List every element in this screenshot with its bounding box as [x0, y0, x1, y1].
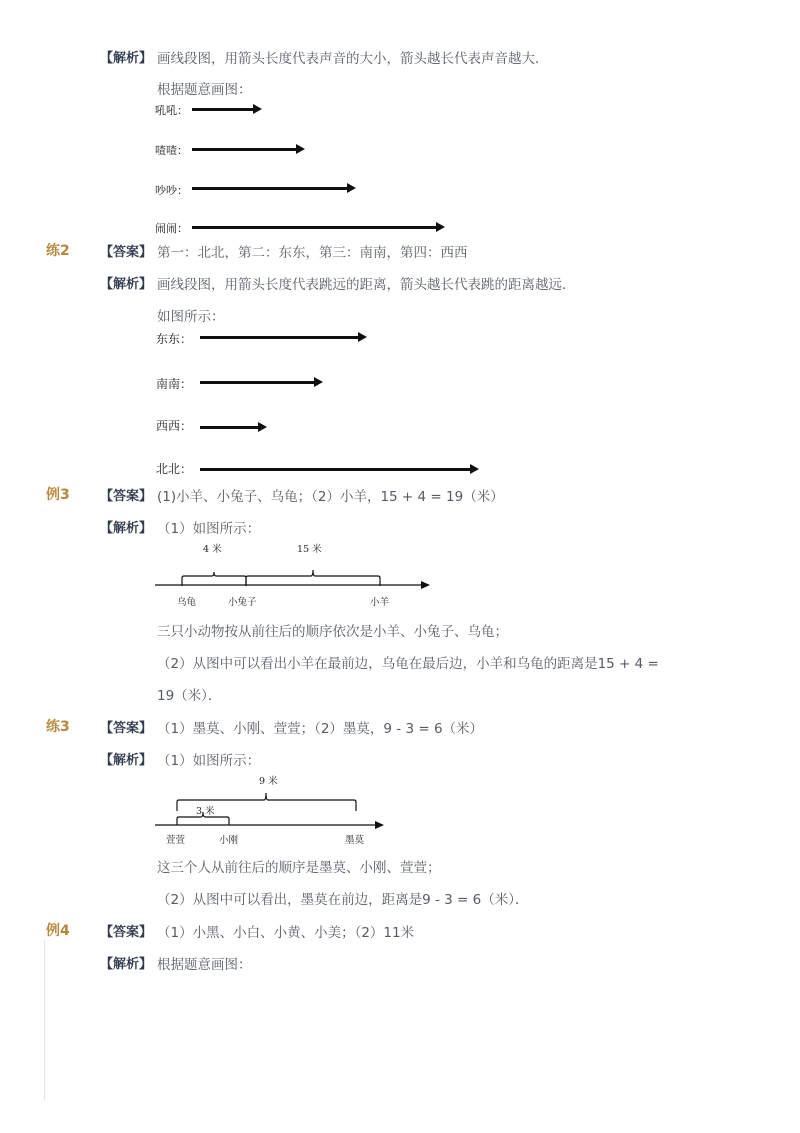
answer-text: （1）小黑、小白、小黄、小美；（2）11米 — [157, 925, 415, 941]
example-label: 例4 — [46, 923, 70, 939]
arrow-row-label: 南南： — [156, 377, 193, 391]
analysis-text: 根据题意画图： — [157, 957, 252, 973]
answer-text: (1)小羊、小兔子、乌龟；（2）小羊，15 + 4 = 19（米） — [157, 489, 504, 505]
example-label: 例3 — [46, 487, 70, 503]
answer-tag: 【答案】 — [100, 925, 153, 940]
arrow-row-label: 闹闹： — [155, 222, 188, 235]
body-text: （2）从图中可以看出小羊在最前边，乌龟在最后边，小羊和乌龟的距离是15 + 4 = — [157, 656, 659, 672]
analysis-text: 画线段图，用箭头长度代表跳远的距离，箭头越长代表跳的距离越远． — [157, 277, 576, 293]
intro-text: 如图所示： — [157, 309, 225, 325]
analysis-text: 画线段图，用箭头长度代表声音的大小，箭头越长代表声音越大． — [157, 51, 549, 67]
analysis-tag: 【解析】 — [100, 753, 153, 768]
answer-tag: 【答案】 — [100, 721, 153, 736]
brace-label: 3 米 — [196, 806, 215, 817]
brace-label: 4 米 — [203, 544, 222, 555]
answer-tag: 【答案】 — [100, 489, 153, 504]
arrow — [200, 381, 316, 384]
point-label: 小刚 — [219, 835, 239, 846]
brace-label: 15 米 — [297, 544, 322, 555]
answer-text: 第一：北北，第二：东东，第三：南南，第四：西西 — [157, 245, 468, 261]
body-text: （2）从图中可以看出，墨莫在前边，距离是9 - 3 = 6（米）． — [157, 892, 529, 908]
arrow-row-label: 吵吵： — [155, 184, 188, 197]
point-label: 萱萱 — [166, 835, 186, 846]
answer-text: （1）墨莫、小刚、萱萱；（2）墨莫，9 - 3 = 6（米） — [157, 721, 484, 737]
arrow — [192, 226, 438, 229]
arrow-row-label: 北北： — [156, 462, 193, 476]
arrow — [200, 336, 360, 339]
arrow-row-label: 西西： — [156, 419, 193, 433]
analysis-tag: 【解析】 — [100, 277, 153, 292]
body-text: 这三个人从前往后的顺序是墨莫、小刚、萱萱； — [157, 860, 441, 876]
arrow — [192, 148, 298, 151]
arrow — [192, 187, 349, 190]
arrow-row-label: 吼吼： — [155, 104, 188, 117]
exercise-label: 练2 — [46, 243, 70, 259]
analysis-tag: 【解析】 — [100, 521, 153, 536]
margin-rule — [44, 940, 45, 1100]
analysis-tag: 【解析】 — [100, 957, 153, 972]
arrow — [200, 468, 472, 471]
point-label: 乌龟 — [177, 597, 197, 608]
arrow-row-label: 喳喳： — [155, 144, 188, 157]
analysis-text: （1）如图所示： — [157, 753, 261, 769]
arrow-row-label: 东东： — [156, 332, 193, 346]
analysis-tag: 【解析】 — [100, 51, 153, 66]
line-segment-diagram — [155, 785, 395, 830]
point-label: 墨莫 — [345, 835, 365, 846]
arrow — [192, 108, 255, 111]
line-segment-diagram — [155, 558, 445, 588]
intro-text: 根据题意画图： — [157, 82, 252, 98]
brace-label: 9 米 — [259, 776, 278, 787]
answer-tag: 【答案】 — [100, 245, 153, 260]
exercise-label: 练3 — [46, 719, 70, 735]
arrow — [200, 426, 260, 429]
point-label: 小羊 — [370, 597, 390, 608]
body-text: 19（米）． — [157, 688, 222, 704]
analysis-text: （1）如图所示： — [157, 521, 261, 537]
point-label: 小兔子 — [228, 597, 257, 608]
body-text: 三只小动物按从前往后的顺序依次是小羊、小兔子、乌龟； — [157, 624, 508, 640]
